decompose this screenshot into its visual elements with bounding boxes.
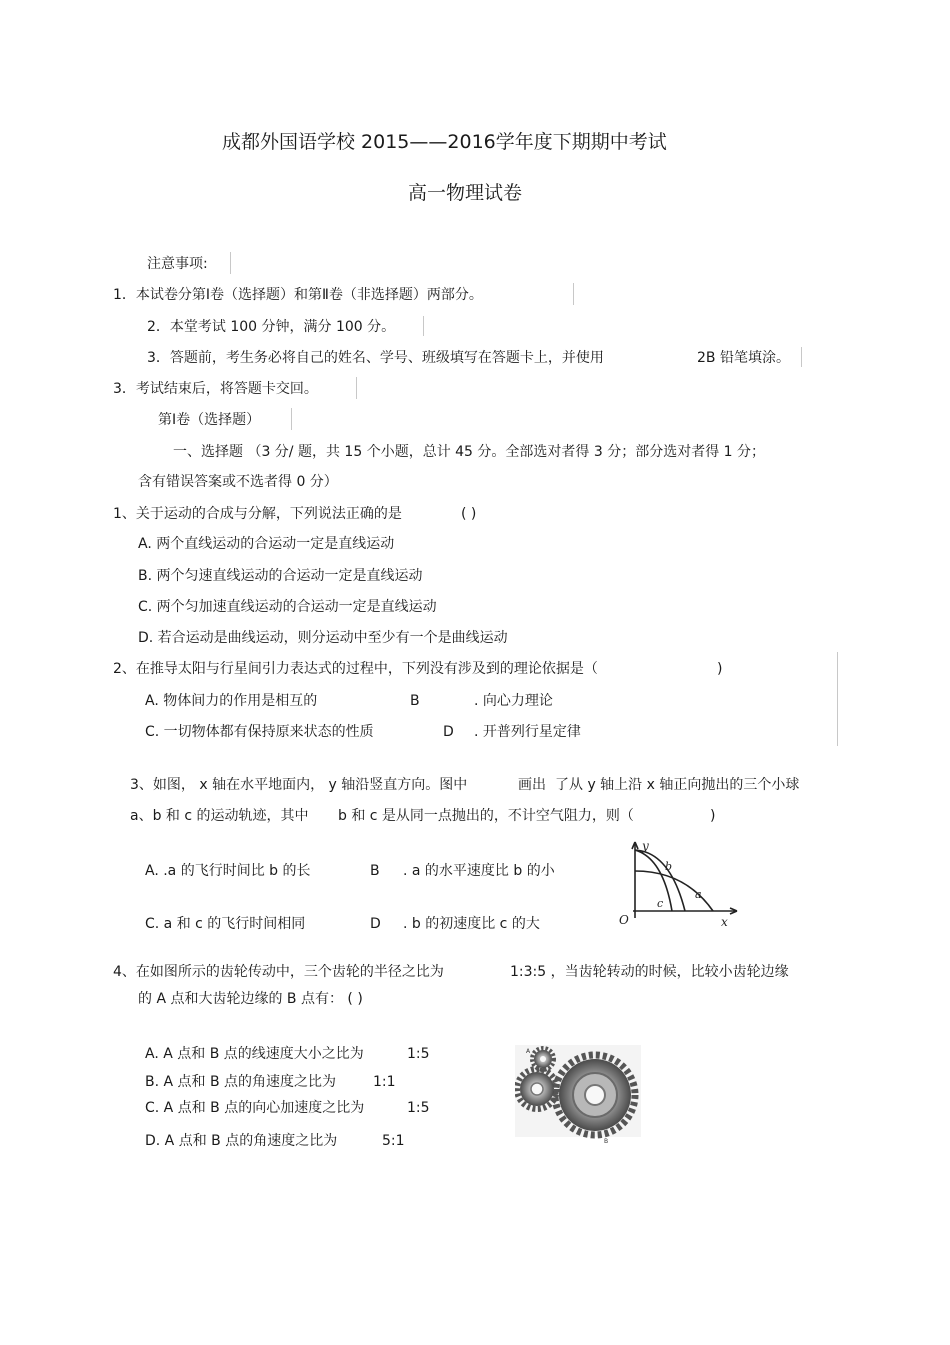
exam-title: 成都外国语学校 2015——2016学年度下期期中考试 — [222, 131, 667, 153]
divider — [801, 347, 802, 367]
divider — [356, 377, 357, 399]
q4-stem-part1: 4、在如图所示的齿轮传动中，三个齿轮的半径之比为 — [113, 964, 444, 980]
q1-answer-paren: ( ) — [461, 506, 477, 522]
q3-option-d-letter: D — [370, 916, 381, 932]
q2-answer-paren: ) — [717, 661, 723, 677]
origin-label: O — [619, 913, 629, 927]
q2-option-d-letter: D — [443, 724, 454, 740]
q3-option-d: . b 的初速度比 c 的大 — [403, 916, 540, 932]
note-item-4: 3．考试结束后，将答题卡交回。 — [113, 381, 318, 397]
q4-option-a-value: 1:5 — [407, 1046, 430, 1062]
q1-option-c: C. 两个匀加速直线运动的合运动一定是直线运动 — [138, 599, 437, 615]
q1-option-b: B. 两个匀速直线运动的合运动一定是直线运动 — [138, 568, 423, 584]
q2-option-b: . 向心力理论 — [474, 693, 553, 709]
note-item-2: 2．本堂考试 100 分钟，满分 100 分。 — [147, 319, 396, 335]
q1-stem: 1、关于运动的合成与分解，下列说法正确的是 — [113, 506, 402, 522]
divider — [291, 408, 292, 430]
q4-option-c: C. A 点和 B 点的向心加速度之比为 — [145, 1100, 365, 1116]
q3-answer-paren: ) — [710, 808, 716, 824]
large-gear — [555, 1055, 635, 1135]
point-b-label: B — [604, 1138, 609, 1145]
q3-option-a: A. .a 的飞行时间比 b 的长 — [145, 863, 311, 879]
q2-option-a: A. 物体间力的作用是相互的 — [145, 693, 318, 709]
q3-stem-part2: 画出 — [518, 777, 546, 793]
divider — [230, 252, 231, 274]
note-item-1: 1．本试卷分第Ⅰ卷（选择题）和第Ⅱ卷（非选择题）两部分。 — [113, 287, 483, 303]
note-item-3: 3．答题前，考生务必将自己的姓名、学号、班级填写在答题卡上，并使用 — [147, 350, 604, 366]
q4-stem-part2: 1:3:5 ，当齿轮转动的时候，比较小齿轮边缘 — [510, 964, 789, 980]
section-instruction-2: 含有错误答案或不选者得 0 分） — [138, 474, 338, 490]
q4-stem-line2: 的 A 点和大齿轮边缘的 B 点有： ( ) — [138, 991, 363, 1007]
q2-option-d: . 开普列行星定律 — [474, 724, 581, 740]
q1-option-d: D. 若合运动是曲线运动，则分运动中至少有一个是曲线运动 — [138, 630, 508, 646]
q2-stem: 2、在推导太阳与行星间引力表达式的过程中，下列没有涉及到的理论依据是（ — [113, 661, 598, 677]
q4-option-d: D. A 点和 B 点的角速度之比为 — [145, 1133, 338, 1149]
section-instruction-1: 一、选择题 （3 分/ 题，共 15 个小题，总计 45 分。全部选对者得 3 分；部分选对者得 1 分； — [173, 444, 766, 460]
q2-option-c: C. 一切物体都有保持原来状态的性质 — [145, 724, 374, 740]
label-a: a — [695, 888, 702, 901]
divider — [837, 652, 838, 746]
q3-option-b-letter: B — [370, 863, 380, 879]
q3-stem-line2-part1: a、b 和 c 的运动轨迹，其中 — [130, 808, 309, 824]
q4-option-d-value: 5:1 — [382, 1133, 405, 1149]
q3-trajectory-figure — [615, 838, 745, 933]
q3-stem-part3: 了从 y 轴上沿 x 轴正向抛出的三个小球 — [555, 777, 800, 793]
q4-option-b-value: 1:1 — [373, 1074, 396, 1090]
q3-option-b: . a 的水平速度比 b 的小 — [403, 863, 555, 879]
q2-option-b-letter: B — [410, 693, 420, 709]
exam-subtitle: 高一物理试卷 — [408, 182, 523, 204]
q3-stem-line2-part2: b 和 c 是从同一点抛出的，不计空气阻力，则（ — [338, 808, 634, 824]
q4-gears-figure — [515, 1045, 641, 1145]
q4-option-c-value: 1:5 — [407, 1100, 430, 1116]
axis-x-label: x — [721, 915, 728, 929]
label-b: b — [665, 860, 673, 873]
divider — [573, 283, 574, 305]
notes-heading: 注意事项: — [147, 256, 208, 272]
q3-stem-part1: 3、如图， x 轴在水平地面内， y 轴沿竖直方向。图中 — [130, 777, 468, 793]
q3-option-c: C. a 和 c 的飞行时间相同 — [145, 916, 306, 932]
q4-option-b: B. A 点和 B 点的角速度之比为 — [145, 1074, 337, 1090]
note-item-3-tail: 2B 铅笔填涂。 — [697, 350, 790, 366]
point-a-label: A — [526, 1048, 531, 1055]
q1-option-a: A. 两个直线运动的合运动一定是直线运动 — [138, 536, 395, 552]
label-c: c — [657, 897, 664, 910]
section-title: 第Ⅰ卷（选择题） — [158, 412, 261, 428]
divider — [423, 316, 424, 336]
q4-option-a: A. A 点和 B 点的线速度大小之比为 — [145, 1046, 364, 1062]
axis-y-label: y — [642, 839, 649, 853]
